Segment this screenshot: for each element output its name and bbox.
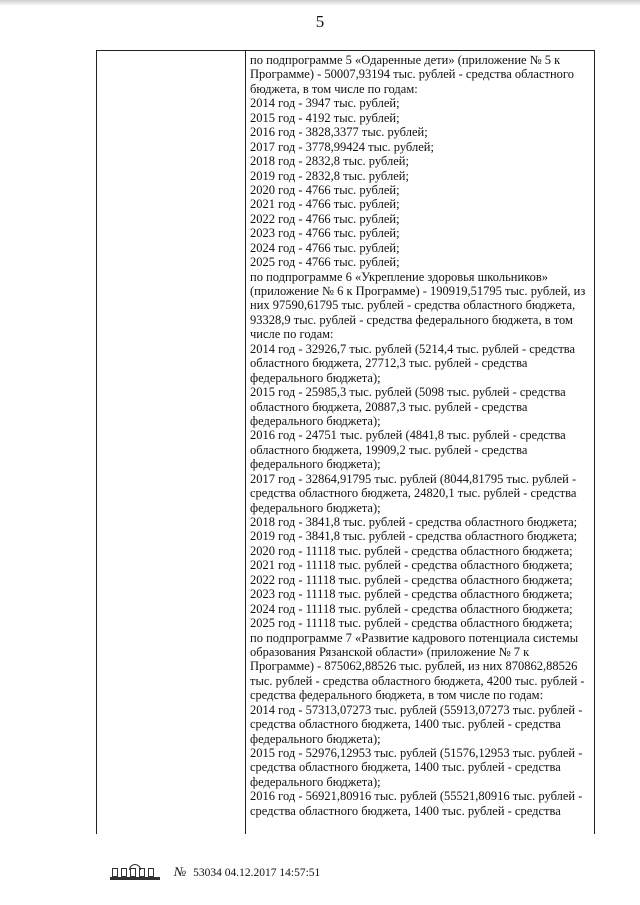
table-text-line: 2014 год - 3947 тыс. рублей; xyxy=(250,96,400,111)
document-footer xyxy=(110,862,320,882)
table-text-line: средства федерального бюджета, в том числе по годам: xyxy=(250,688,544,703)
table-text-line: Программе) - 875062,88526 тыс. рублей, из них 870862,88526 xyxy=(250,659,578,674)
table-text-line: 2018 год - 2832,8 тыс. рублей; xyxy=(250,154,409,169)
table-text-line: федерального бюджета); xyxy=(250,731,381,746)
table-text-line: средства областного бюджета, 1400 тыс. рублей - средства xyxy=(250,760,561,775)
table-text-line: 2024 год - 11118 тыс. рублей - средства областного бюджета; xyxy=(250,601,573,616)
table-text-line: 2015 год - 52976,12953 тыс. рублей (51576,12953 тыс. рублей - xyxy=(250,746,583,760)
table-text-line: 2022 год - 11118 тыс. рублей - средства областного бюджета; xyxy=(250,572,573,587)
page-number: 5 xyxy=(315,12,325,31)
table-text-line: 2016 год - 3828,3377 тыс. рублей; xyxy=(250,125,428,140)
table-text-line: средства областного бюджета, 1400 тыс. рублей - средства xyxy=(250,717,561,732)
table-text-line: них 97590,61795 тыс. рублей - средства областного бюджета, xyxy=(250,298,576,313)
number-sign: № xyxy=(174,864,187,879)
table-text-line: средства областного бюджета, 1400 тыс. рублей - средства xyxy=(250,803,561,818)
table-right-column xyxy=(246,53,594,818)
table-text-line: 2015 год - 25985,3 тыс. рублей (5098 тыс. рублей - средства xyxy=(250,385,566,400)
table-text-line: 2020 год - 11118 тыс. рублей - средства областного бюджета; xyxy=(250,543,573,558)
table-text-line: 2024 год - 4766 тыс. рублей; xyxy=(250,240,400,255)
registration-timestamp: 04.12.2017 14:57:51 xyxy=(224,867,321,879)
table-text-line: тыс. рублей - средства областного бюджета, 4200 тыс. рублей - xyxy=(250,673,585,688)
table-text-line: 2014 год - 57313,07273 тыс. рублей (55913,07273 тыс. рублей - xyxy=(250,702,583,717)
table-text-line: 93328,9 тыс. рублей - средства федерального бюджета, в том xyxy=(250,312,573,327)
government-building-icon xyxy=(110,864,160,880)
table-text-line: 2016 год - 24751 тыс. рублей (4841,8 тыс. рублей - средства xyxy=(250,428,566,443)
budget-table xyxy=(96,50,595,834)
table-text-line: по подпрограмме 6 «Укрепление здоровья школьников» xyxy=(250,269,548,284)
table-text-line: 2021 год - 11118 тыс. рублей - средства областного бюджета; xyxy=(250,558,573,573)
table-text-line: 2018 год - 3841,8 тыс. рублей - средства областного бюджета; xyxy=(250,515,578,529)
table-text-line: (приложение № 6 к Программе) - 190919,51795 тыс. рублей, из xyxy=(250,284,586,298)
table-text-line: 2021 год - 4766 тыс. рублей; xyxy=(250,197,400,212)
table-text-line: областного бюджета, 19909,2 тыс. рублей - средства xyxy=(250,442,528,457)
table-text-line: 2023 год - 4766 тыс. рублей; xyxy=(250,226,400,241)
table-text-line: 2023 год - 11118 тыс. рублей - средства областного бюджета; xyxy=(250,587,573,602)
table-text-line: 2025 год - 4766 тыс. рублей; xyxy=(250,255,400,270)
table-text-line: 2017 год - 3778,99424 тыс. рублей; xyxy=(250,139,434,154)
table-text-line: федерального бюджета); xyxy=(250,370,381,385)
table-text-line: федерального бюджета); xyxy=(250,774,381,789)
scan-top-edge xyxy=(0,0,640,6)
table-text-line: средства областного бюджета, 24820,1 тыс. рублей - средства xyxy=(250,486,577,501)
table-text-line: 2019 год - 2832,8 тыс. рублей; xyxy=(250,168,409,183)
table-text-line: по подпрограмме 5 «Одаренные дети» (приложение № 5 к xyxy=(250,53,561,67)
table-text-line: 2019 год - 3841,8 тыс. рублей - средства областного бюджета; xyxy=(250,529,578,544)
table-text-line: 2020 год - 4766 тыс. рублей; xyxy=(250,182,400,197)
registration-stamp xyxy=(174,864,320,880)
table-text-line: по подпрограмме 7 «Развитие кадрового потенциала системы xyxy=(250,630,579,645)
table-text-line: 2025 год - 11118 тыс. рублей - средства областного бюджета; xyxy=(250,616,573,631)
table-text-line: областного бюджета, 27712,3 тыс. рублей - средства xyxy=(250,356,528,371)
table-text-line: числе по годам: xyxy=(250,327,334,342)
table-text-line: 2015 год - 4192 тыс. рублей; xyxy=(250,110,400,125)
table-text-line: 2014 год - 32926,7 тыс. рублей (5214,4 тыс. рублей - средства xyxy=(250,341,576,356)
table-text-line: 2022 год - 4766 тыс. рублей; xyxy=(250,211,400,226)
document-number: 53034 xyxy=(193,867,222,879)
table-text-line: образования Рязанской области» (приложение № 7 к xyxy=(250,644,530,659)
table-text-line: Программе) - 50007,93194 тыс. рублей - средства областного xyxy=(250,67,574,82)
table-text-line: федерального бюджета); xyxy=(250,413,381,428)
table-text-line: 2017 год - 32864,91795 тыс. рублей (8044,81795 тыс. рублей - xyxy=(250,471,577,486)
table-left-column xyxy=(97,51,246,834)
table-text-line: федерального бюджета); xyxy=(250,500,381,515)
table-text-line: областного бюджета, 20887,3 тыс. рублей - средства xyxy=(250,399,528,414)
table-text-line: бюджета, в том числе по годам: xyxy=(250,81,418,96)
table-text-line: 2016 год - 56921,80916 тыс. рублей (55521,80916 тыс. рублей - xyxy=(250,789,583,804)
table-text-line: федерального бюджета); xyxy=(250,457,381,472)
